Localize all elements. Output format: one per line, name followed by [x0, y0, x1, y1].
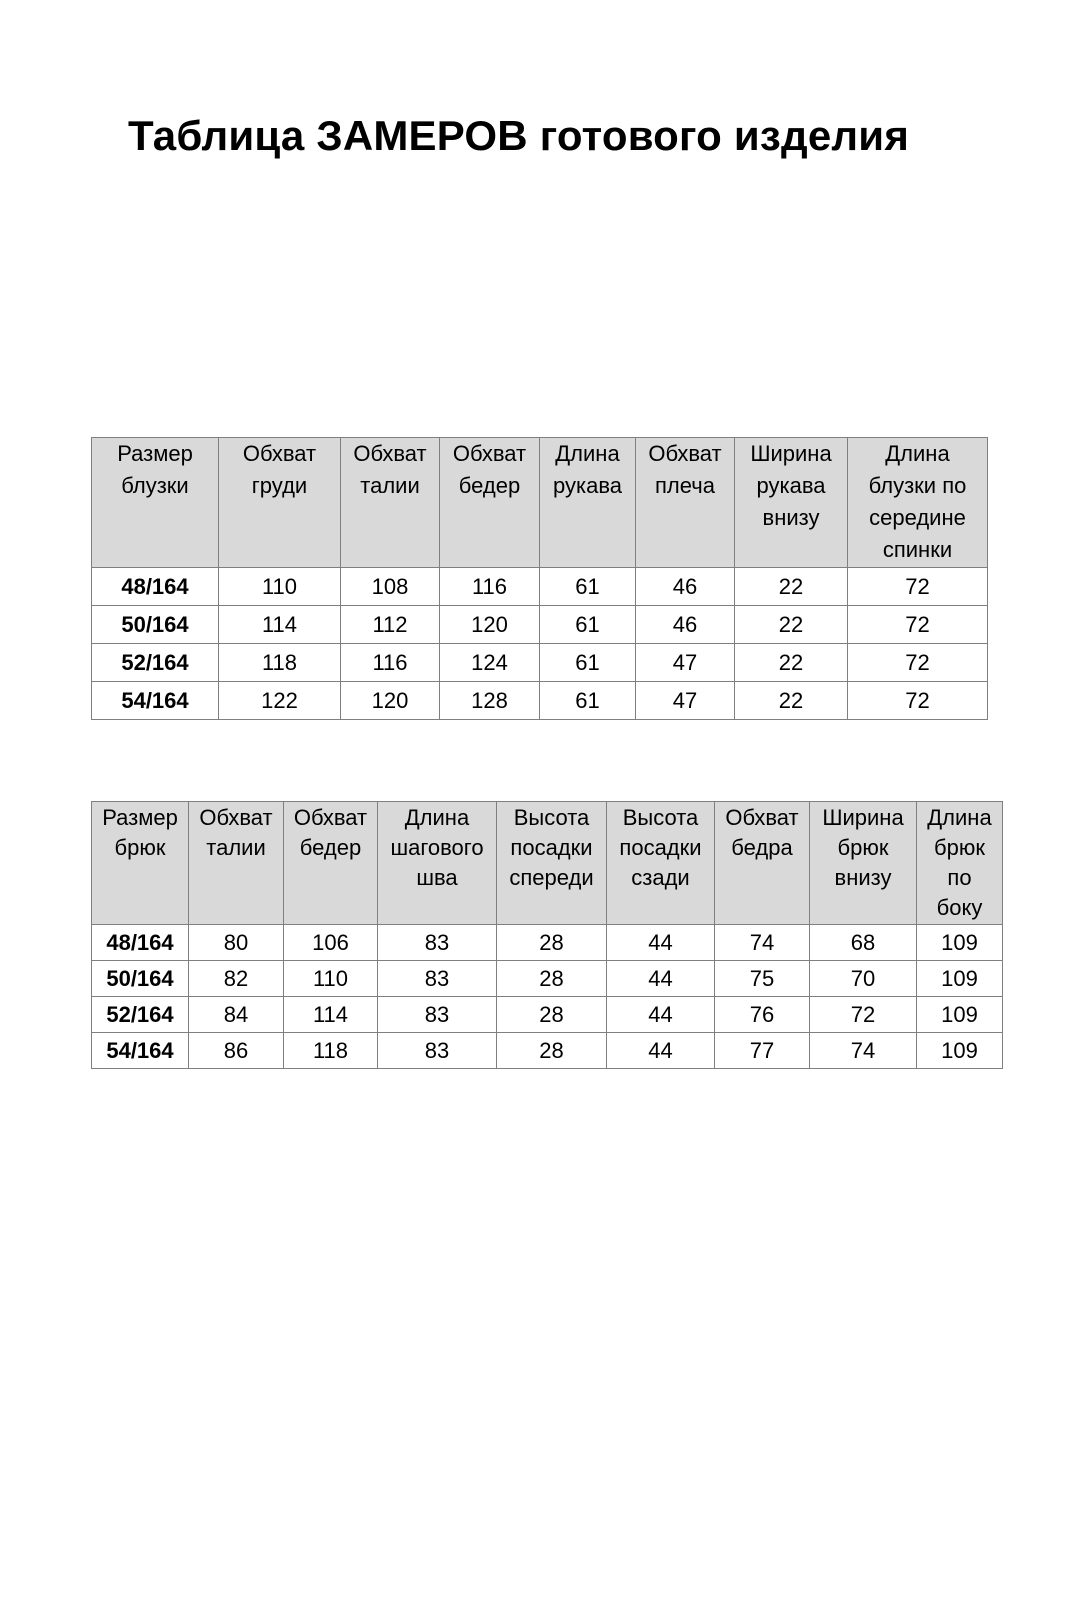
table-cell: 44 — [607, 997, 715, 1033]
table-cell: 28 — [497, 961, 607, 997]
table-cell: 46 — [636, 606, 735, 644]
table-cell: 28 — [497, 997, 607, 1033]
table-cell: 83 — [378, 961, 497, 997]
size-cell: 52/164 — [92, 997, 189, 1033]
pants-measurements-table — [91, 801, 1003, 1069]
table-cell: 114 — [219, 606, 341, 644]
column-header-hip-girth: Обхват бедер — [440, 438, 540, 568]
column-header-back-rise: Высота посадки сзади — [607, 802, 715, 925]
table-cell: 44 — [607, 961, 715, 997]
column-header-sleeve-length: Длина рукава — [540, 438, 636, 568]
table-cell: 70 — [810, 961, 917, 997]
size-cell: 54/164 — [92, 1033, 189, 1069]
table-cell: 61 — [540, 644, 636, 682]
table-cell: 47 — [636, 644, 735, 682]
table-cell: 108 — [341, 568, 440, 606]
table-cell: 128 — [440, 682, 540, 720]
size-cell: 50/164 — [92, 961, 189, 997]
table-cell: 22 — [735, 606, 848, 644]
table-cell: 28 — [497, 925, 607, 961]
table-cell: 120 — [341, 682, 440, 720]
column-header-thigh-girth: Обхват бедра — [715, 802, 810, 925]
table-cell: 61 — [540, 568, 636, 606]
table-cell: 76 — [715, 997, 810, 1033]
table-cell: 61 — [540, 606, 636, 644]
table-cell: 72 — [848, 568, 988, 606]
table-cell: 22 — [735, 644, 848, 682]
table-cell: 110 — [219, 568, 341, 606]
table-cell: 83 — [378, 1033, 497, 1069]
size-cell: 52/164 — [92, 644, 219, 682]
table-cell: 109 — [917, 925, 1003, 961]
column-header-shoulder-girth: Обхват плеча — [636, 438, 735, 568]
column-header-sleeve-bottom-width: Ширина рукава внизу — [735, 438, 848, 568]
table-cell: 61 — [540, 682, 636, 720]
table-cell: 112 — [341, 606, 440, 644]
table-cell: 114 — [284, 997, 378, 1033]
table-cell: 72 — [810, 997, 917, 1033]
table-row — [92, 606, 988, 644]
blouse-measurements-table — [91, 437, 988, 720]
size-cell: 54/164 — [92, 682, 219, 720]
table-row — [92, 1033, 1003, 1069]
table-cell: 82 — [189, 961, 284, 997]
table-cell: 68 — [810, 925, 917, 961]
table-cell: 47 — [636, 682, 735, 720]
table-row — [92, 925, 1003, 961]
column-header-waist-girth: Обхват талии — [341, 438, 440, 568]
column-header-blouse-size: Размер блузки — [92, 438, 219, 568]
size-cell: 50/164 — [92, 606, 219, 644]
table-cell: 28 — [497, 1033, 607, 1069]
column-header-chest-girth: Обхват груди — [219, 438, 341, 568]
table-cell: 83 — [378, 925, 497, 961]
table-cell: 120 — [440, 606, 540, 644]
table-cell: 74 — [715, 925, 810, 961]
table-cell: 75 — [715, 961, 810, 997]
column-header-front-rise: Высота посадки спереди — [497, 802, 607, 925]
table-cell: 109 — [917, 997, 1003, 1033]
table-cell: 80 — [189, 925, 284, 961]
table-cell: 72 — [848, 606, 988, 644]
table-cell: 109 — [917, 1033, 1003, 1069]
table-cell: 22 — [735, 568, 848, 606]
table-row — [92, 997, 1003, 1033]
table-cell: 74 — [810, 1033, 917, 1069]
table-cell: 124 — [440, 644, 540, 682]
table-cell: 22 — [735, 682, 848, 720]
table-cell: 109 — [917, 961, 1003, 997]
table-cell: 122 — [219, 682, 341, 720]
table-row — [92, 568, 988, 606]
size-cell: 48/164 — [92, 925, 189, 961]
table-cell: 110 — [284, 961, 378, 997]
table-cell: 118 — [284, 1033, 378, 1069]
table-cell: 84 — [189, 997, 284, 1033]
table-cell: 118 — [219, 644, 341, 682]
table-cell: 44 — [607, 925, 715, 961]
column-header-pants-size: Размер брюк — [92, 802, 189, 925]
table-cell: 86 — [189, 1033, 284, 1069]
table-header-row — [92, 438, 988, 568]
table-cell: 106 — [284, 925, 378, 961]
table-cell: 116 — [440, 568, 540, 606]
table-row — [92, 682, 988, 720]
table-cell: 46 — [636, 568, 735, 606]
table-cell: 44 — [607, 1033, 715, 1069]
table-cell: 77 — [715, 1033, 810, 1069]
table-cell: 72 — [848, 644, 988, 682]
column-header-hips-girth: Обхват бедер — [284, 802, 378, 925]
column-header-leg-opening-width: Ширина брюк внизу — [810, 802, 917, 925]
table-cell: 116 — [341, 644, 440, 682]
table-cell: 72 — [848, 682, 988, 720]
size-cell: 48/164 — [92, 568, 219, 606]
table-cell: 83 — [378, 997, 497, 1033]
table-row — [92, 644, 988, 682]
column-header-inseam-length: Длина шагового шва — [378, 802, 497, 925]
page-title: Таблица ЗАМЕРОВ готового изделия — [128, 112, 910, 159]
column-header-side-length: Длина брюк по боку — [917, 802, 1003, 925]
column-header-waist-girth: Обхват талии — [189, 802, 284, 925]
table-row — [92, 961, 1003, 997]
column-header-blouse-back-length: Длина блузки по середине спинки — [848, 438, 988, 568]
table-header-row — [92, 802, 1003, 925]
